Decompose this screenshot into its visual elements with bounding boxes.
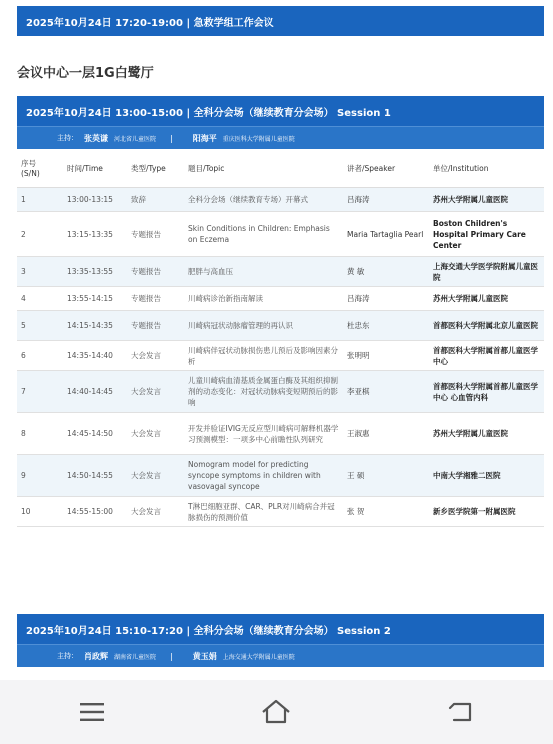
col-header-no: 序号 (S/N) [17, 149, 63, 188]
table-row [17, 455, 544, 497]
cell-topic: 肥胖与高血压 [184, 257, 343, 287]
cell-time: 13:35-13:55 [63, 257, 127, 287]
cell-speaker: 吕海涛 [343, 188, 429, 212]
table-row [17, 257, 544, 287]
cell-topic: 开发并验证IVIG无反应型川崎病可解释机器学习预测模型：一项多中心前瞻性队列研究 [184, 413, 343, 455]
cell-institution: 苏州大学附属儿童医院 [429, 287, 544, 311]
cell-time: 13:15-13:35 [63, 212, 127, 257]
cell-no: 4 [17, 287, 63, 311]
host-label: 主持： [57, 134, 78, 142]
session-2-header[interactable] [17, 614, 544, 644]
cell-no: 9 [17, 455, 63, 497]
host-label: 主持： [57, 652, 78, 660]
cell-institution: 苏州大学附属儿童医院 [429, 413, 544, 455]
cell-topic: 儿童川崎病血清基质金属蛋白酶及其组织抑制剂的动态变化：对冠状动脉病变短期预后的影响 [184, 371, 343, 413]
cell-no: 7 [17, 371, 63, 413]
host2-org: 上海交通大学附属儿童医院 [222, 653, 295, 661]
cell-institution: 中南大学湘雅二医院 [429, 455, 544, 497]
cell-no: 10 [17, 497, 63, 527]
cell-topic: 川崎病伴冠状动脉损伤患儿预后及影响因素分析 [184, 341, 343, 371]
cell-type: 专题报告 [127, 257, 184, 287]
schedule-table [17, 149, 544, 527]
cell-type: 大会发言 [127, 455, 184, 497]
col-header-time: 时间/Time [63, 149, 127, 188]
cell-time: 14:55-15:00 [63, 497, 127, 527]
cell-institution: 苏州大学附属儿童医院 [429, 188, 544, 212]
venue-title: 会议中心一层1G白鹭厅 [17, 66, 154, 81]
cell-time: 14:45-14:50 [63, 413, 127, 455]
table-row [17, 188, 544, 212]
host-separator: | [170, 133, 173, 143]
cell-time: 13:55-14:15 [63, 287, 127, 311]
cell-institution: 首都医科大学附属北京儿童医院 [429, 311, 544, 341]
cell-institution: 上海交通大学医学院附属儿童医院 [429, 257, 544, 287]
cell-no: 3 [17, 257, 63, 287]
cell-speaker: 王 硕 [343, 455, 429, 497]
cell-type: 致辞 [127, 188, 184, 212]
cell-speaker: 王淑惠 [343, 413, 429, 455]
cell-type: 大会发言 [127, 497, 184, 527]
host-separator: | [170, 651, 173, 661]
cell-topic: 川崎病冠状动脉瘤管理的再认识 [184, 311, 343, 341]
cell-time: 14:35-14:40 [63, 341, 127, 371]
cell-time: 14:50-14:55 [63, 455, 127, 497]
cell-time: 14:40-14:45 [63, 371, 127, 413]
session-2 [17, 614, 544, 667]
table-row [17, 413, 544, 455]
home-button[interactable] [256, 692, 296, 732]
cell-time: 13:00-13:15 [63, 188, 127, 212]
table-row [17, 371, 544, 413]
cell-type: 专题报告 [127, 287, 184, 311]
cell-institution: Boston Children's Hospital Primary Care Center [429, 212, 544, 257]
table-row [17, 287, 544, 311]
col-header-type: 类型/Type [127, 149, 184, 188]
cell-institution: 首都医科大学附属首都儿童医学中心 心血管内科 [429, 371, 544, 413]
host1-name: 张英谦 [84, 133, 108, 143]
host2-org: 重庆医科大学附属儿童医院 [222, 135, 295, 143]
back-icon [448, 701, 474, 723]
cell-type: 专题报告 [127, 212, 184, 257]
session-2-title: 2025年10月24日 15:10-17:20 | 全科分会场（继续教育分会场） Session 2 [26, 625, 391, 637]
cell-institution: 首都医科大学附属首都儿童医学中心 [429, 341, 544, 371]
cell-topic: Skin Conditions in Children: Emphasis on Eczema [184, 212, 343, 257]
host2-name: 黄玉娟 [192, 651, 217, 661]
host1-name: 肖政辉 [84, 651, 108, 661]
cell-type: 大会发言 [127, 413, 184, 455]
session-1-header[interactable] [17, 96, 544, 126]
cell-no: 5 [17, 311, 63, 341]
menu-icon [80, 702, 104, 722]
session-1-hosts [17, 126, 544, 149]
cell-type: 大会发言 [127, 341, 184, 371]
host1-org: 河北省儿童医院 [114, 135, 157, 143]
host2-name: 阳海平 [192, 133, 217, 143]
back-button[interactable] [441, 692, 481, 732]
cell-speaker: 杜忠东 [343, 311, 429, 341]
table-row [17, 311, 544, 341]
cell-no: 1 [17, 188, 63, 212]
session-1-title: 2025年10月24日 13:00-15:00 | 全科分会场（继续教育分会场） Session 1 [26, 107, 391, 119]
table-row [17, 212, 544, 257]
table-row [17, 497, 544, 527]
cell-no: 2 [17, 212, 63, 257]
cell-speaker: 张明明 [343, 341, 429, 371]
cell-type: 专题报告 [127, 311, 184, 341]
cell-speaker: 吕海涛 [343, 287, 429, 311]
col-header-institution: 单位/Institution [429, 149, 544, 188]
system-nav-bar [0, 680, 553, 744]
top-session-banner[interactable] [17, 6, 544, 36]
cell-time: 14:15-14:35 [63, 311, 127, 341]
cell-topic: 川崎病诊治新指南解读 [184, 287, 343, 311]
table-header-row [17, 149, 544, 188]
host1-org: 湖南省儿童医院 [114, 653, 157, 661]
table-row [17, 341, 544, 371]
cell-speaker: Maria Tartaglia Pearl [343, 212, 429, 257]
session-2-hosts [17, 644, 544, 667]
home-icon [261, 699, 291, 725]
col-header-topic: 题目/Topic [184, 149, 343, 188]
cell-topic: Nomogram model for predicting syncope symptoms in children with vasovagal syncope [184, 455, 343, 497]
session-1 [17, 96, 544, 527]
cell-topic: T淋巴细胞亚群、CAR、PLR对川崎病合并冠脉损伤的预测价值 [184, 497, 343, 527]
cell-no: 6 [17, 341, 63, 371]
menu-button[interactable] [72, 692, 112, 732]
top-banner-title: 2025年10月24日 17:20-19:00 | 急救学组工作会议 [26, 17, 274, 29]
col-header-speaker: 讲者/Speaker [343, 149, 429, 188]
cell-institution: 新乡医学院第一附属医院 [429, 497, 544, 527]
cell-topic: 全科分会场（继续教育专场）开幕式 [184, 188, 343, 212]
cell-speaker: 黄 敏 [343, 257, 429, 287]
cell-type: 大会发言 [127, 371, 184, 413]
cell-speaker: 张 贺 [343, 497, 429, 527]
cell-speaker: 李亚棋 [343, 371, 429, 413]
cell-no: 8 [17, 413, 63, 455]
